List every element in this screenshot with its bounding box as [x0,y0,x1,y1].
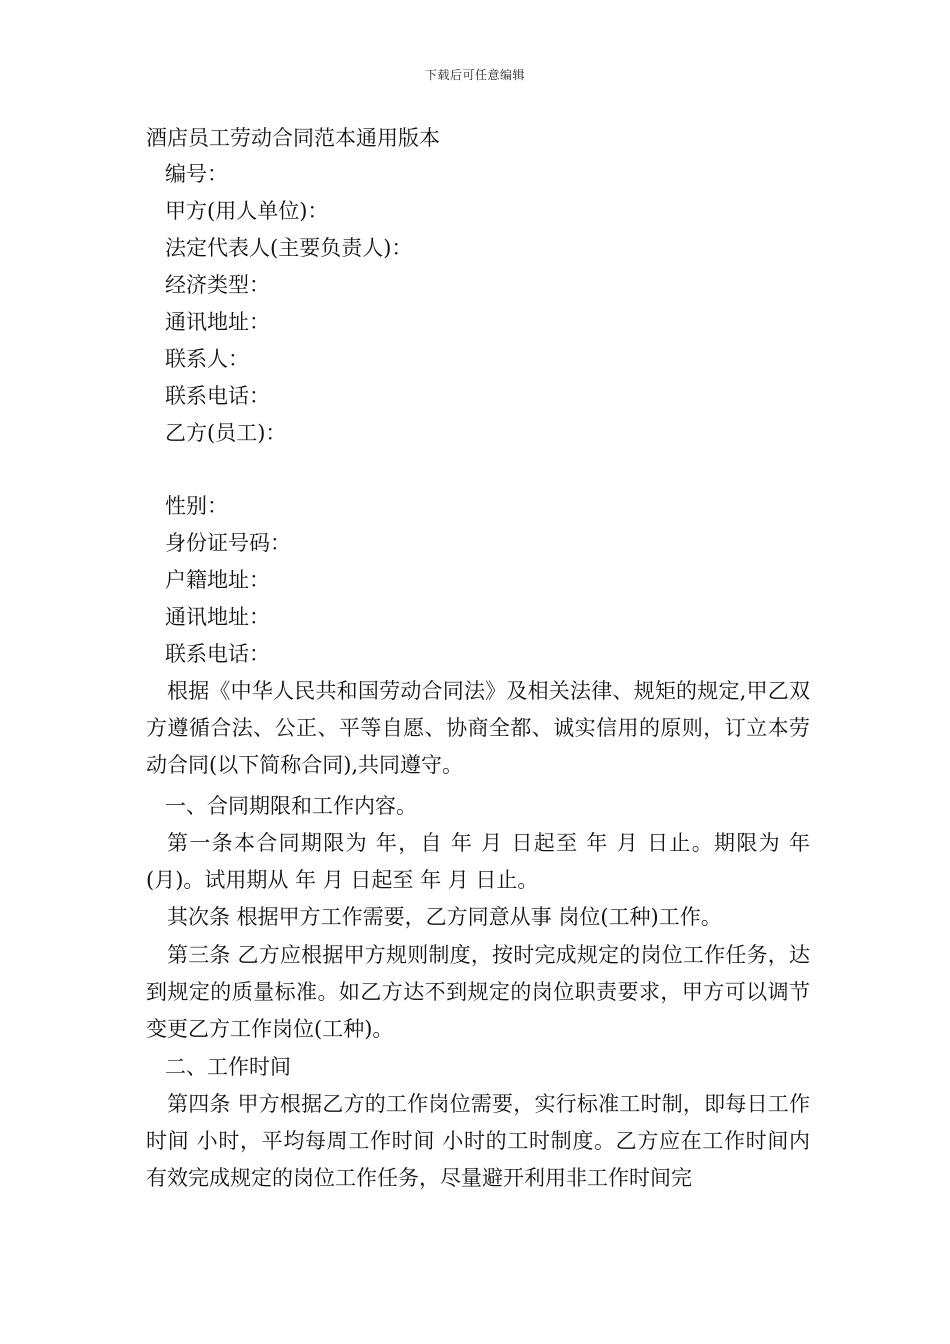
contract-fields [165,156,805,673]
field-party-a: 甲方(用人单位)： [165,199,329,223]
field-contact-person: 联系人： [165,347,249,371]
header-note: 下载后可任意编辑 [424,68,525,82]
field-number: 编号： [165,162,228,186]
article-3: 第三条 乙方应根据甲方规则制度，按时完成规定的岗位工作任务，达到规定的质量标准。如乙方达不到规定的岗位职责要求，甲方可以调节变更乙方工作岗位(工种)。 [146,943,810,1041]
preamble-paragraph: 根据《中华人民共和国劳动合同法》及相关法律、规矩的规定,甲乙双方遵循合法、公正、平等自愿、协商全都、诚实信用的原则，订立本劳动合同(以下简称合同),共同遵守。 [146,679,810,777]
article-4: 第四条 甲方根据乙方的工作岗位需要，实行标准工时制，即每日工作时间 小时，平均每周工作时间 小时的工时制度。乙方应在工作时间内有效完成规定的岗位工作任务，尽量避开利用非工作时间完 [146,1092,810,1190]
field-gender: 性别： [165,494,228,518]
field-id-number: 身份证号码： [165,531,291,555]
document-title: 酒店员工劳动合同范本通用版本 [146,126,440,150]
field-party-b-address: 通讯地址： [165,605,270,629]
field-party-b-phone: 联系电话： [165,642,270,666]
field-party-b: 乙方(员工)： [165,421,287,445]
article-1: 第一条本合同期限为 年，自 年 月 日起至 年 月 日止。期限为 年(月)。试用期从 年 月 日起至 年 月 日止。 [146,831,810,892]
section-heading-2: 二、工作时间 [165,1055,291,1079]
field-legal-representative: 法定代表人(主要负责人)： [165,236,413,260]
article-2: 其次条 根据甲方工作需要，乙方同意从事 岗位(工种)工作。 [167,905,722,929]
field-party-a-address: 通讯地址： [165,310,270,334]
spacer [165,452,805,488]
field-party-a-phone: 联系电话： [165,384,270,408]
field-household-address: 户籍地址： [165,568,270,592]
section-heading-1: 一、合同期限和工作内容。 [165,794,417,818]
field-economic-type: 经济类型： [165,273,270,297]
